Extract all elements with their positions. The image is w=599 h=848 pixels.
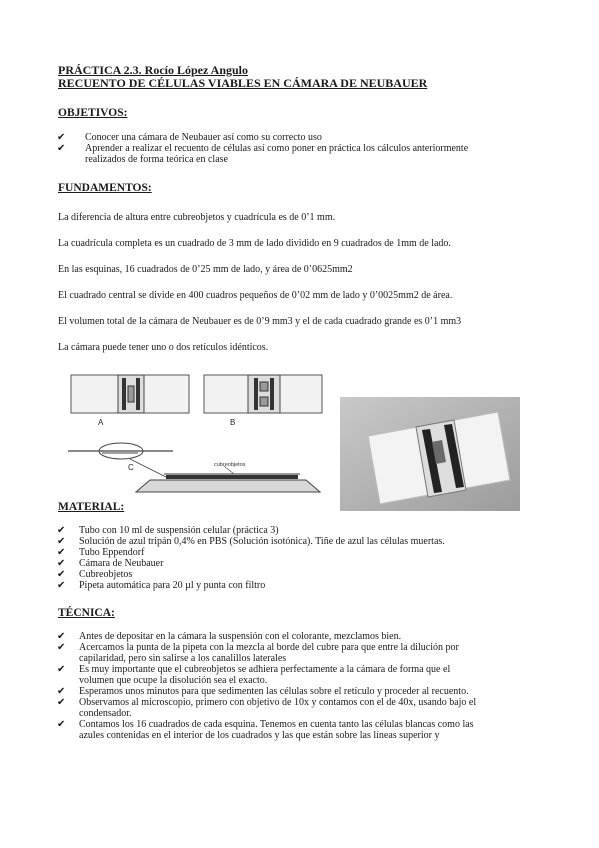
cross-section-drawing: [68, 443, 320, 492]
chamber-photo: [340, 397, 520, 511]
list-item: ✔ Conocer una cámara de Neubauer así como su correcto uso: [57, 132, 322, 143]
check-icon: ✔: [57, 697, 66, 708]
list-item: ✔ Tubo Eppendorf: [57, 547, 145, 558]
list-item: ✔ Esperamos unos minutos para que sedimenten las células sobre el retículo y proceder al recuento.: [57, 686, 469, 697]
material-list: [58, 525, 476, 591]
check-icon: ✔: [57, 580, 66, 591]
fundamentos-paragraph: La cámara puede tener uno o dos retículos idénticos.: [58, 342, 269, 353]
list-item: ✔ Antes de depositar en la cámara la suspensión con el colorante, mezclamos bien.: [57, 631, 402, 642]
check-icon: ✔: [57, 642, 66, 653]
list-item: ✔ Es muy importante que el cubreobjetos se adhiera perfectamente a la cámara de forma que el volumen que ocupe la disolución sea el exacto.: [57, 664, 451, 686]
list-item: ✔ Pipeta automática para 20 µl y punta con filtro: [57, 580, 266, 591]
check-icon: ✔: [57, 143, 66, 154]
list-item: ✔ Cubreobjetos: [57, 569, 133, 580]
objetivos-list: [58, 132, 548, 165]
fundamentos-title: FUNDAMENTOS:: [58, 182, 152, 194]
tecnica-title: TÉCNICA:: [58, 607, 115, 619]
header-line-1: PRÁCTICA 2.3. Rocío López Angulo: [58, 63, 249, 77]
check-icon: ✔: [57, 569, 66, 580]
check-icon: ✔: [57, 664, 66, 675]
slide-b-drawing: [204, 375, 322, 413]
check-icon: ✔: [57, 686, 66, 697]
label-c: C: [128, 463, 134, 472]
material-title: MATERIAL:: [58, 501, 125, 513]
label-a: A: [98, 418, 104, 427]
list-item: ✔ Acercamos la punta de la pipeta con la mezcla al borde del cubre para que entre la dilución por capilaridad, pero sin salirse a los canalillos laterales: [57, 642, 459, 664]
list-item: ✔ Observamos al microscopio, primero con objetivo de 10x y contamos con el de 40x, usando bajo el condensador.: [57, 697, 477, 719]
fundamentos-paragraph: La cuadrícula completa es un cuadrado de 3 mm de lado dividido en 9 cuadrados de 1mm de lado.: [58, 238, 451, 249]
list-item: ✔ Solución de azul tripán 0,4% en PBS (Solución isotónica). Tiñe de azul las células muertas.: [57, 536, 445, 547]
check-icon: ✔: [57, 558, 66, 569]
slide-a-drawing: [71, 375, 189, 413]
header-line-2: RECUENTO DE CÉLULAS VIABLES EN CÁMARA DE NEUBAUER: [58, 76, 428, 90]
label-b: B: [230, 418, 236, 427]
check-icon: ✔: [57, 132, 66, 143]
check-icon: ✔: [57, 719, 66, 730]
check-icon: ✔: [57, 536, 66, 547]
fundamentos-paragraph: La diferencia de altura entre cubreobjetos y cuadrícula es de 0’1 mm.: [58, 212, 336, 223]
objetivos-title: OBJETIVOS:: [58, 107, 128, 119]
check-icon: ✔: [57, 547, 66, 558]
list-item-continuation: realizados de forma teórica en clase: [85, 154, 228, 165]
list-item: ✔ Cámara de Neubauer: [57, 558, 164, 569]
tecnica-list: [58, 631, 476, 741]
cover-label: cubreobjetos: [214, 462, 246, 468]
document-page: [57, 63, 548, 741]
check-icon: ✔: [57, 631, 66, 642]
list-item: ✔ Tubo con 10 ml de suspensión celular (práctica 3): [57, 525, 279, 536]
fundamentos-paragraph: En las esquinas, 16 cuadrados de 0’25 mm de lado, y área de 0’0625mm2: [58, 264, 353, 275]
check-icon: ✔: [57, 525, 66, 536]
list-item: ✔ Contamos los 16 cuadrados de cada esquina. Tenemos en cuenta tanto las células blancas como las azules contenidas en el interior de los cuadrados y las que están sobre las líneas superior y: [57, 719, 474, 741]
fundamentos-paragraph: El cuadrado central se divide en 400 cuadros pequeños de 0’02 mm de lado y 0’0025mm2 de área.: [58, 290, 453, 301]
list-item: ✔ Aprender a realizar el recuento de células así como poner en práctica los cálculos anteriormente: [57, 143, 469, 154]
fundamentos-paragraph: El volumen total de la cámara de Neubauer es de 0’9 mm3 y el de cada cuadrado grande es 0’1 mm3: [58, 316, 462, 327]
